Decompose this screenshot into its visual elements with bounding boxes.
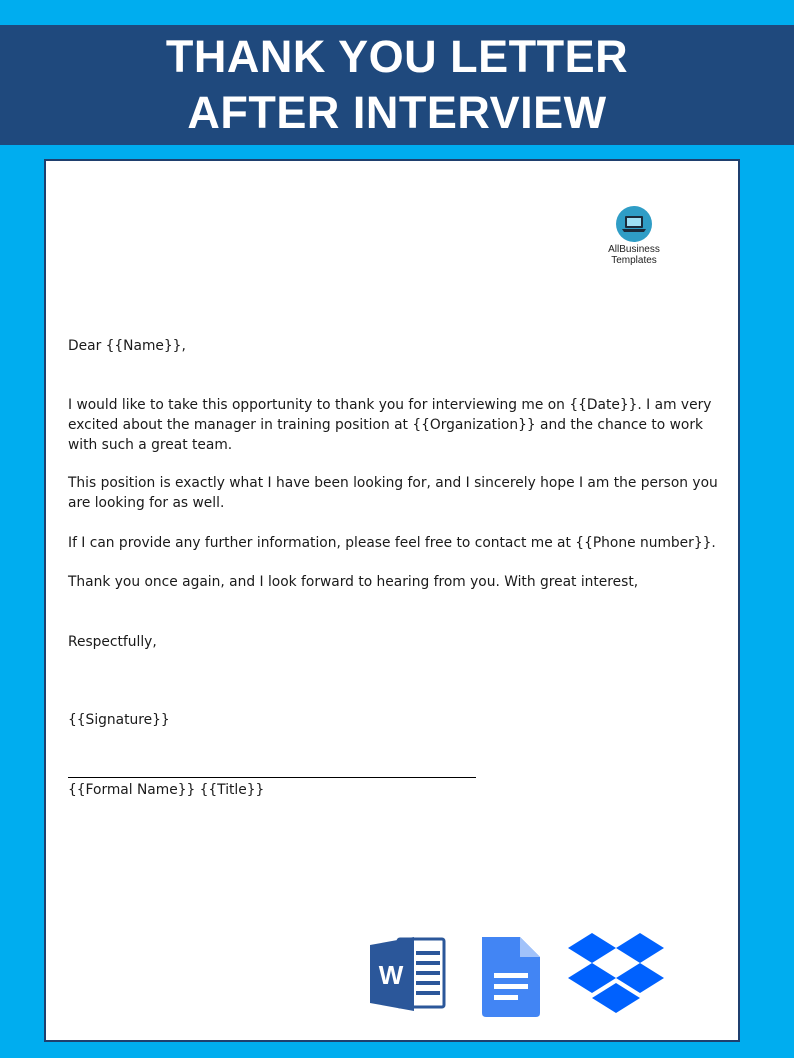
paragraph-1: I would like to take this opportunity to thank you for interviewing me on {{Date}}. I am very excited about the manager in training position at {{Organization}} and the chance to work with such a great team. xyxy=(68,397,712,453)
letter-page xyxy=(44,159,740,1042)
google-docs-icon[interactable] xyxy=(482,937,540,1017)
laptop-icon xyxy=(616,206,652,242)
signature-placeholder: {{Signature}} xyxy=(68,712,170,728)
signature-line xyxy=(68,777,476,778)
closing: Respectfully, xyxy=(68,634,157,650)
paragraph-3: If I can provide any further information, please feel free to contact me at {{Phone number}}. xyxy=(68,535,716,551)
logo-line-1: AllBusiness xyxy=(608,244,660,255)
paragraph-4: Thank you once again, and I look forward to hearing from you. With great interest, xyxy=(68,574,639,590)
title-line-2: AFTER INTERVIEW xyxy=(187,87,607,138)
title-line-1: THANK YOU LETTER xyxy=(165,31,629,82)
salutation: Dear {{Name}}, xyxy=(68,338,186,354)
logo-line-2: Templates xyxy=(611,255,657,266)
dropbox-icon[interactable] xyxy=(568,933,664,1013)
microsoft-word-icon[interactable] xyxy=(370,937,444,1011)
logo-text xyxy=(594,244,674,266)
paragraph-2: This position is exactly what I have been looking for, and I sincerely hope I am the person you are looking for as well. xyxy=(68,475,718,511)
formal-name: {{Formal Name}} {{Title}} xyxy=(68,782,265,798)
format-icons xyxy=(370,931,670,1021)
allbusiness-logo xyxy=(594,206,674,266)
title-banner xyxy=(0,25,794,145)
word-letter: W xyxy=(378,960,404,990)
